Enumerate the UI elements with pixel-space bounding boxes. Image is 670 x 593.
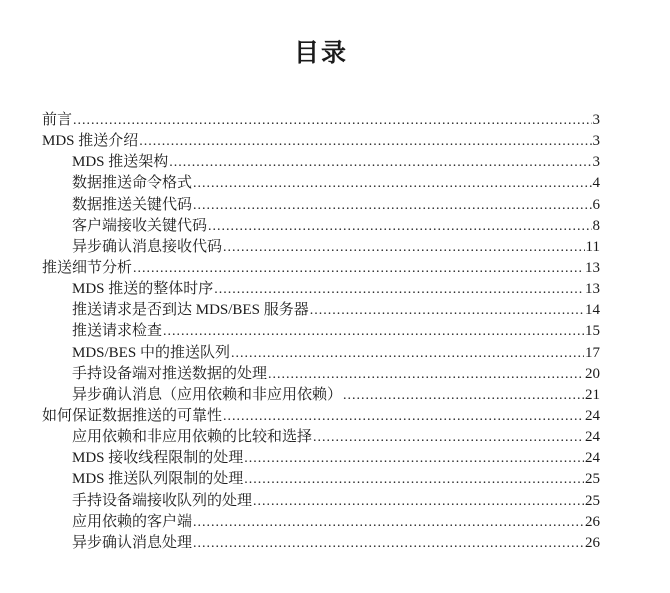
dot-leader bbox=[193, 533, 584, 554]
dot-leader bbox=[73, 110, 591, 131]
toc-entry-title[interactable]: MDS 推送介绍 bbox=[42, 133, 139, 150]
toc-entry-page: 24 bbox=[585, 407, 600, 424]
dot-leader bbox=[231, 343, 584, 364]
toc-entry[interactable] bbox=[42, 195, 600, 216]
toc-entry-page: 13 bbox=[585, 259, 600, 276]
dot-leader bbox=[193, 512, 584, 533]
toc-entry[interactable] bbox=[42, 427, 600, 448]
toc-entry[interactable] bbox=[42, 279, 600, 300]
toc-entry[interactable] bbox=[42, 512, 600, 533]
toc-entry-page: 3 bbox=[592, 112, 600, 128]
toc-entry-page: 25 bbox=[585, 492, 600, 509]
toc-entry[interactable] bbox=[42, 406, 600, 427]
toc-entry-title[interactable]: 手持设备端对推送数据的处理 bbox=[72, 365, 268, 382]
toc-entry-title[interactable]: 推送请求是否到达 MDS/BES 服务器 bbox=[72, 302, 309, 319]
dot-leader bbox=[193, 195, 591, 216]
toc-entry[interactable] bbox=[42, 258, 600, 279]
toc-entry-page: 11 bbox=[585, 238, 600, 255]
toc-entry[interactable] bbox=[42, 469, 600, 490]
toc-entry-title[interactable]: MDS 推送的整体时序 bbox=[72, 281, 214, 298]
toc-entry-page: 25 bbox=[585, 471, 600, 488]
toc-entry[interactable] bbox=[42, 364, 600, 385]
toc-entry[interactable] bbox=[42, 216, 600, 237]
dot-leader bbox=[163, 321, 584, 342]
toc-entry-page: 3 bbox=[592, 154, 600, 171]
toc-entry-title[interactable]: 前言 bbox=[42, 112, 73, 128]
toc-entry-page: 14 bbox=[585, 302, 600, 319]
toc-entry-title[interactable]: 应用依赖和非应用依赖的比较和选择 bbox=[72, 429, 313, 446]
toc-entry-title[interactable]: MDS/BES 中的推送队列 bbox=[72, 344, 230, 361]
dot-leader bbox=[244, 469, 584, 490]
dot-leader bbox=[139, 131, 591, 152]
toc-entry-title[interactable]: 异步确认消息（应用依赖和非应用依赖） bbox=[72, 386, 343, 403]
dot-leader bbox=[313, 427, 584, 448]
toc-entry[interactable] bbox=[42, 448, 600, 469]
toc-entry-page: 26 bbox=[585, 534, 600, 551]
toc-entry-title[interactable]: 数据推送命令格式 bbox=[72, 175, 193, 192]
toc-entry-page: 6 bbox=[592, 196, 600, 213]
toc-entry[interactable] bbox=[42, 343, 600, 364]
toc-entry-title[interactable]: MDS 推送架构 bbox=[72, 154, 169, 171]
toc-entry[interactable] bbox=[42, 131, 600, 152]
toc-entry-page: 17 bbox=[585, 344, 600, 361]
toc-entry-page: 20 bbox=[585, 365, 600, 382]
toc-entry-page: 21 bbox=[585, 386, 600, 403]
dot-leader bbox=[223, 237, 585, 258]
dot-leader bbox=[268, 364, 584, 385]
toc-entry-page: 26 bbox=[585, 513, 600, 530]
toc-entry[interactable] bbox=[42, 321, 600, 342]
toc-entry-title[interactable]: 手持设备端接收队列的处理 bbox=[72, 492, 253, 509]
table-of-contents bbox=[42, 110, 600, 554]
dot-leader bbox=[133, 258, 584, 279]
toc-entry-page: 3 bbox=[592, 133, 600, 150]
toc-entry-title[interactable]: 客户端接收关键代码 bbox=[72, 217, 208, 234]
toc-entry-page: 24 bbox=[585, 429, 600, 446]
toc-entry-page: 24 bbox=[585, 450, 600, 467]
dot-leader bbox=[343, 385, 584, 406]
toc-entry-page: 8 bbox=[592, 217, 600, 234]
toc-entry[interactable] bbox=[42, 110, 600, 131]
page-title: 目录 bbox=[293, 40, 348, 67]
dot-leader bbox=[310, 300, 584, 321]
toc-entry-title[interactable]: 如何保证数据推送的可靠性 bbox=[42, 407, 223, 424]
toc-entry[interactable] bbox=[42, 237, 600, 258]
toc-entry-title[interactable]: MDS 接收线程限制的处理 bbox=[72, 450, 244, 467]
toc-entry-title[interactable]: 数据推送关键代码 bbox=[72, 196, 193, 213]
toc-entry[interactable] bbox=[42, 533, 600, 554]
toc-entry-title[interactable]: 异步确认消息接收代码 bbox=[72, 238, 223, 255]
toc-entry-page: 15 bbox=[585, 323, 600, 340]
toc-entry[interactable] bbox=[42, 491, 600, 512]
toc-entry-title[interactable]: 推送细节分析 bbox=[42, 259, 133, 276]
dot-leader bbox=[223, 406, 584, 427]
toc-entry-title[interactable]: 应用依赖的客户端 bbox=[72, 513, 193, 530]
dot-leader bbox=[169, 152, 591, 173]
dot-leader bbox=[244, 448, 584, 469]
toc-entry[interactable] bbox=[42, 300, 600, 321]
toc-entry-title[interactable]: 异步确认消息处理 bbox=[72, 534, 193, 551]
toc-entry-page: 4 bbox=[592, 175, 600, 192]
dot-leader bbox=[193, 173, 591, 194]
dot-leader bbox=[208, 216, 591, 237]
toc-entry-page: 13 bbox=[585, 281, 600, 298]
toc-entry[interactable] bbox=[42, 152, 600, 173]
toc-entry-title[interactable]: MDS 推送队列限制的处理 bbox=[72, 471, 244, 488]
toc-entry[interactable] bbox=[42, 385, 600, 406]
toc-entry[interactable] bbox=[42, 173, 600, 194]
dot-leader bbox=[253, 491, 584, 512]
toc-entry-title[interactable]: 推送请求检查 bbox=[72, 323, 163, 340]
dot-leader bbox=[214, 279, 584, 300]
